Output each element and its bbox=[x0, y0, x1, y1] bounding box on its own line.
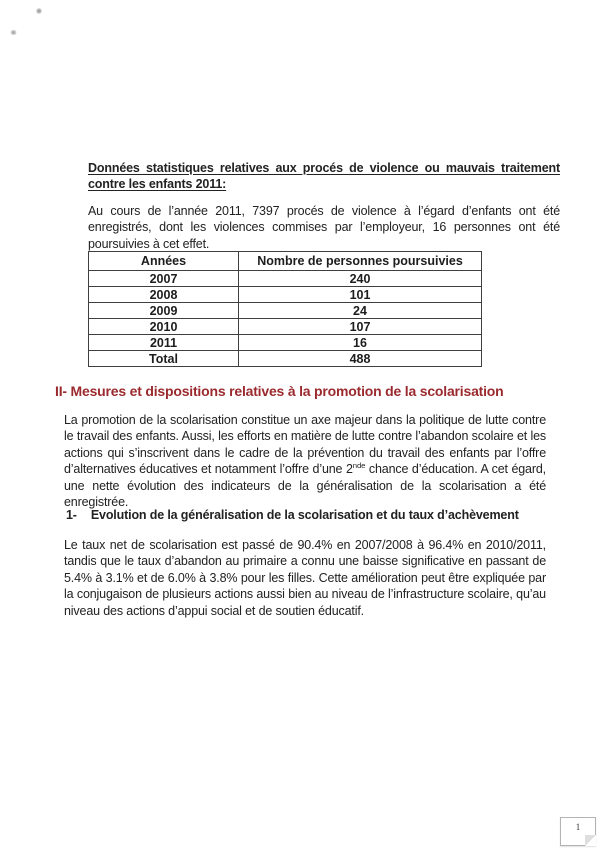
table-cell-year: 2011 bbox=[89, 335, 239, 351]
scan-speck bbox=[36, 8, 42, 14]
section2-paragraph1-text-continued: chance d’éducation. A cet égard, une nette évolution des indicateurs de la généralisation de la scolarisation a été enregistrée. bbox=[64, 462, 546, 510]
table-cell-year: 2009 bbox=[89, 303, 239, 319]
table-cell-count: 107 bbox=[239, 319, 482, 335]
table-row bbox=[89, 303, 482, 319]
section2-paragraph1 bbox=[64, 412, 546, 510]
table-cell-count: 240 bbox=[239, 271, 482, 287]
page-number: 1 bbox=[575, 822, 581, 832]
table-row bbox=[89, 335, 482, 351]
table-cell-year: 2007 bbox=[89, 271, 239, 287]
table-row bbox=[89, 287, 482, 303]
table-total-row bbox=[89, 351, 482, 367]
table-cell-year: 2008 bbox=[89, 287, 239, 303]
subheading-number: 1- bbox=[66, 508, 77, 522]
section2-paragraph2: Le taux net de scolarisation est passé de 90.4% en 2007/2008 à 96.4% en 2010/2011, tandis que le taux d’abandon au primaire a connu une baisse significative en passant de 5.4% à 3.1% et de 6.0% à 3.8% pour les filles. Cette amélioration peut être expliquée par la conjugaison de plusieurs actions aussi bien au niveau de l’infrastructure scolaire, qu’au niveau des actions d’appui social et de soutien éducatif. bbox=[64, 538, 546, 618]
table-cell-year: 2010 bbox=[89, 319, 239, 335]
table-header-count: Nombre de personnes poursuivies bbox=[239, 252, 482, 271]
table-row bbox=[89, 319, 482, 335]
subheading-label: Evolution de la généralisation de la scolarisation et du taux d’achèvement bbox=[90, 508, 519, 522]
scan-speck bbox=[10, 30, 17, 35]
ordinal-superscript: nde bbox=[352, 461, 366, 471]
table-cell-total-count: 488 bbox=[239, 351, 482, 367]
prosecutions-table bbox=[88, 251, 482, 367]
table-cell-count: 16 bbox=[239, 335, 482, 351]
table-cell-total-label: Total bbox=[89, 351, 239, 367]
table-row bbox=[89, 271, 482, 287]
section2-paragraph1-text: La promotion de la scolarisation constitue un axe majeur dans la politique de lutte contre le travail des enfants. Aussi, les efforts en matière de lutte contre l’abandon scolaire et les actions qui s’inscrivent dans le cadre de la prévention du travail des enfants par l’offre d’alternatives éducatives et notamment l’offre d’une 2 bbox=[64, 413, 546, 477]
table-header-years: Années bbox=[89, 252, 239, 271]
section2-subheading bbox=[66, 508, 548, 522]
table-header-row bbox=[89, 252, 482, 271]
folded-corner-icon bbox=[585, 835, 596, 846]
section2-heading: II- Mesures et dispositions relatives à la promotion de la scolarisation bbox=[55, 383, 504, 399]
table-cell-count: 101 bbox=[239, 287, 482, 303]
table-cell-count: 24 bbox=[239, 303, 482, 319]
section1-heading: Données statistiques relatives aux procés de violence ou mauvais traitement contre les enfants 2011: bbox=[88, 161, 560, 192]
section1-paragraph: Au cours de l’année 2011, 7397 procés de violence à l’égard d’enfants ont été enregistrés, dont les violences commises par l’employeur, 16 personnes ont été poursuivies à cet effet. bbox=[88, 204, 560, 251]
page-number-badge bbox=[560, 817, 596, 846]
